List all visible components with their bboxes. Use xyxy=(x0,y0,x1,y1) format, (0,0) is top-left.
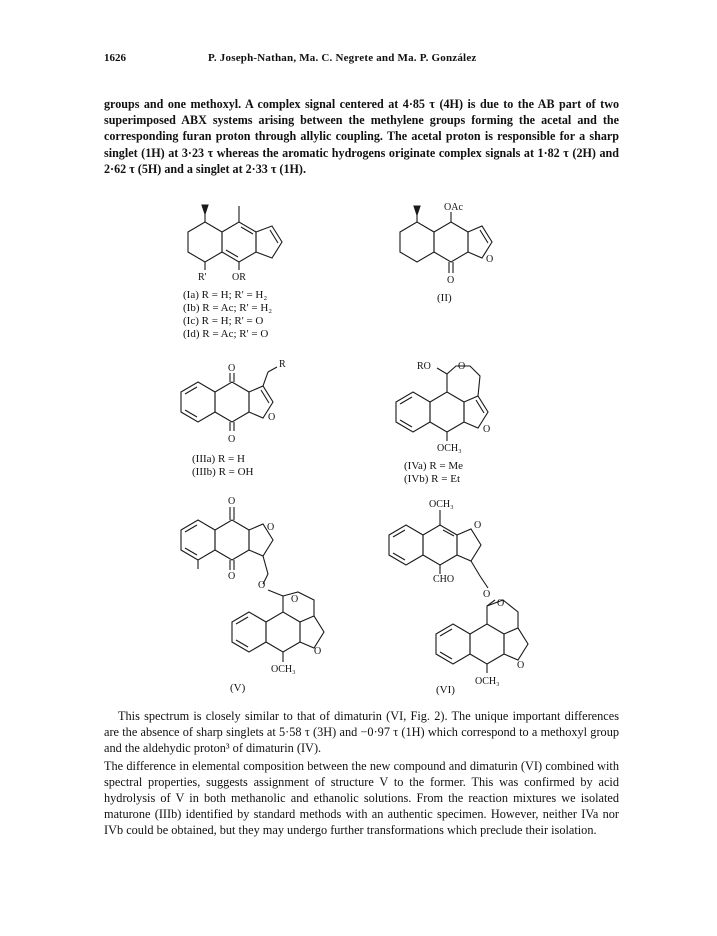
struct-V-atom-o-top: O xyxy=(228,496,236,507)
struct-III-atom-o-furan: O xyxy=(268,412,276,423)
struct-VI-atom-och3-bottom: OCH₃ xyxy=(475,676,500,687)
struct-IV-atom-o-ring: O xyxy=(458,361,466,372)
label-IIIa: (IIIa) R = H xyxy=(192,453,245,465)
struct-IV-atom-och3: OCH₃ xyxy=(437,443,462,454)
struct-VI-atom-o-furan1: O xyxy=(474,520,482,531)
struct-III-atom-r: R xyxy=(279,359,286,370)
body-paragraph-2 xyxy=(104,758,619,838)
struct-I-atom-or: OR xyxy=(232,272,246,283)
label-IVa: (IVa) R = Me xyxy=(404,460,464,472)
struct-IV-atom-ro: RO xyxy=(417,361,431,372)
struct-V-atom-o-link: O xyxy=(258,580,266,591)
label-II: (II) xyxy=(437,292,452,304)
struct-III-atom-o-top: O xyxy=(228,363,236,374)
struct-VI-atom-o-link: O xyxy=(483,589,491,600)
intro-paragraph: groups and one methoxyl. A complex signal centered at 4·85 τ (4H) is due to the AB part of two superimposed ABX systems arising between the methylene groups forming the acetal and the corresponding furan proton through allylic coupling. The acetal proton is responsible for a sharp singlet (1H) at 3·23 τ whereas the aromatic hydrogens originate complex signals at 1·82 τ (2H) and 2·62 τ (5H) and a singlet at 2·33 τ (1H). xyxy=(104,97,619,176)
struct-VI-atom-cho: CHO xyxy=(433,574,455,585)
label-Ic: (Ic) R = H; R' = O xyxy=(183,315,264,327)
label-VI: (VI) xyxy=(436,684,455,696)
label-IIIb: (IIIb) R = OH xyxy=(192,466,254,478)
page-number: 1626 xyxy=(104,52,126,64)
struct-III-atom-o-bottom: O xyxy=(228,434,236,445)
struct-VI-atom-o-furan2: O xyxy=(517,660,525,671)
struct-VI-atom-o-pyran: O xyxy=(497,598,505,609)
body-paragraph-1 xyxy=(104,708,619,756)
label-Id: (Id) R = Ac; R' = O xyxy=(183,328,269,340)
running-header-authors: P. Joseph-Nathan, Ma. C. Negrete and Ma. P. González xyxy=(208,52,477,64)
struct-II-atom-o-keto: O xyxy=(447,275,455,286)
struct-V-atom-o-bottom: O xyxy=(228,571,236,582)
struct-II-atom-oac: OAc xyxy=(444,202,463,213)
struct-I-atom-rprime: R' xyxy=(198,272,207,283)
body-paragraph-2-text: The difference in elemental composition between the new compound and dimaturin (VI) combined with spectral properties, suggests assignment of structure V to the former. This was confirmed by acid hydrolysis of V in both methanolic and ethanolic solutions. From the reaction mixtures we isolated maturone (IIIb) identified by standard methods with an authentic specimen. However, neither IVa nor IVb could be obtained, but they may undergo further transformations which preclude their isolation. xyxy=(104,759,619,837)
struct-V-atom-o-furan2: O xyxy=(314,646,322,657)
struct-II-atom-o-furan: O xyxy=(486,254,494,265)
struct-V-atom-o-pyran: O xyxy=(291,594,299,605)
label-Ia: (Ia) R = H; R' = H₂ xyxy=(183,289,268,301)
struct-V-atom-o-furan1: O xyxy=(267,522,275,533)
label-IVb: (IVb) R = Et xyxy=(404,473,460,485)
struct-V-atom-och3: OCH₃ xyxy=(271,664,296,675)
label-V: (V) xyxy=(230,682,246,694)
label-Ib: (Ib) R = Ac; R' = H₂ xyxy=(183,302,273,314)
body-paragraph-1-text: This spectrum is closely similar to that of dimaturin (VI, Fig. 2). The unique important differences are the absence of sharp singlets at 5·58 τ (3H) and −0·97 τ (1H) which correspond to a methoxyl group and the aldehydic proton³ of dimaturin (IV). xyxy=(104,709,619,755)
struct-VI-atom-och3-top: OCH₃ xyxy=(429,499,454,510)
struct-IV-atom-o-furan: O xyxy=(483,424,491,435)
